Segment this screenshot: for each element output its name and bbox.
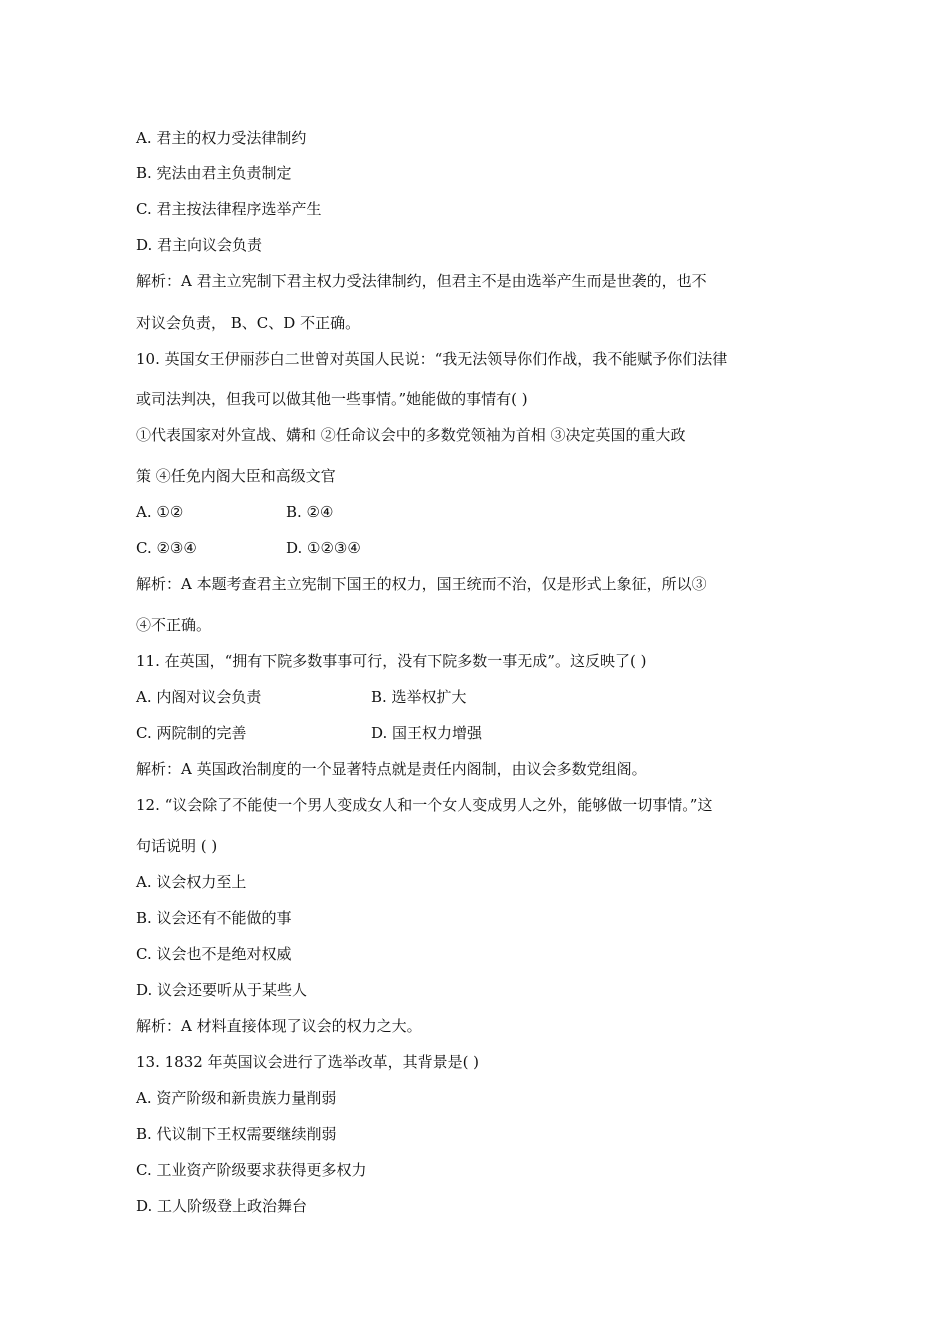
q11-option-a: A. 内阁对议会负责 [136, 688, 262, 706]
q10-option-d: D. ①②③④ [286, 539, 361, 557]
q11-option-c: C. 两院制的完善 [136, 724, 247, 742]
q9-analysis-line-2: 对议会负责， B、C、D 不正确。 [136, 314, 361, 332]
q12-stem-line-2: 句话说明 ( ) [136, 837, 218, 855]
q10-analysis-line-1: 解析：A 本题考查君主立宪制下国王的权力，国王统而不治，仅是形式上象征，所以③ [136, 575, 707, 593]
q10-option-c: C. ②③④ [136, 539, 197, 557]
q12-stem-line-1: 12. “议会除了不能使一个男人变成女人和一个女人变成男人之外，能够做一切事情。”这 [136, 796, 713, 814]
q10-stem-line-2: 或司法判决，但我可以做其他一些事情。”她能做的事情有( ) [136, 390, 528, 408]
q12-analysis: 解析：A 材料直接体现了议会的权力之大。 [136, 1017, 422, 1035]
q13-stem: 13. 1832 年英国议会进行了选举改革，其背景是( ) [136, 1053, 480, 1071]
q12-option-c: C. 议会也不是绝对权威 [136, 945, 292, 963]
q11-option-d: D. 国王权力增强 [371, 724, 483, 742]
q11-analysis: 解析：A 英国政治制度的一个显著特点就是责任内阁制，由议会多数党组阁。 [136, 760, 647, 778]
q10-option-b: B. ②④ [286, 503, 334, 521]
q9-option-b: B. 宪法由君主负责制定 [136, 164, 292, 182]
q10-analysis-line-2: ④不正确。 [136, 616, 212, 634]
q9-analysis-line-1: 解析：A 君主立宪制下君主权力受法律制约，但君主不是由选举产生而是世袭的，也不 [136, 272, 707, 290]
q9-option-c: C. 君主按法律程序选举产生 [136, 200, 322, 218]
q10-items-line-1: ①代表国家对外宣战、媾和 ②任命议会中的多数党领袖为首相 ③决定英国的重大政 [136, 426, 686, 444]
q12-option-d: D. 议会还要听从于某些人 [136, 981, 308, 999]
q13-option-a: A. 资产阶级和新贵族力量削弱 [136, 1089, 337, 1107]
q10-option-a: A. ①② [136, 503, 184, 521]
q10-items-line-2: 策 ④任免内阁大臣和高级文官 [136, 467, 336, 485]
q11-option-b: B. 选举权扩大 [371, 688, 467, 706]
q12-option-b: B. 议会还有不能做的事 [136, 909, 292, 927]
q10-stem-line-1: 10. 英国女王伊丽莎白二世曾对英国人民说：“我无法领导你们作战，我不能赋予你们法律 [136, 350, 728, 368]
q13-option-b: B. 代议制下王权需要继续削弱 [136, 1125, 337, 1143]
q9-option-d: D. 君主向议会负责 [136, 236, 263, 254]
q13-option-d: D. 工人阶级登上政治舞台 [136, 1197, 308, 1215]
q9-option-a: A. 君主的权力受法律制约 [136, 129, 307, 147]
q12-option-a: A. 议会权力至上 [136, 873, 247, 891]
q11-stem: 11. 在英国，“拥有下院多数事事可行，没有下院多数一事无成”。这反映了( ) [136, 652, 647, 670]
q13-option-c: C. 工业资产阶级要求获得更多权力 [136, 1161, 367, 1179]
